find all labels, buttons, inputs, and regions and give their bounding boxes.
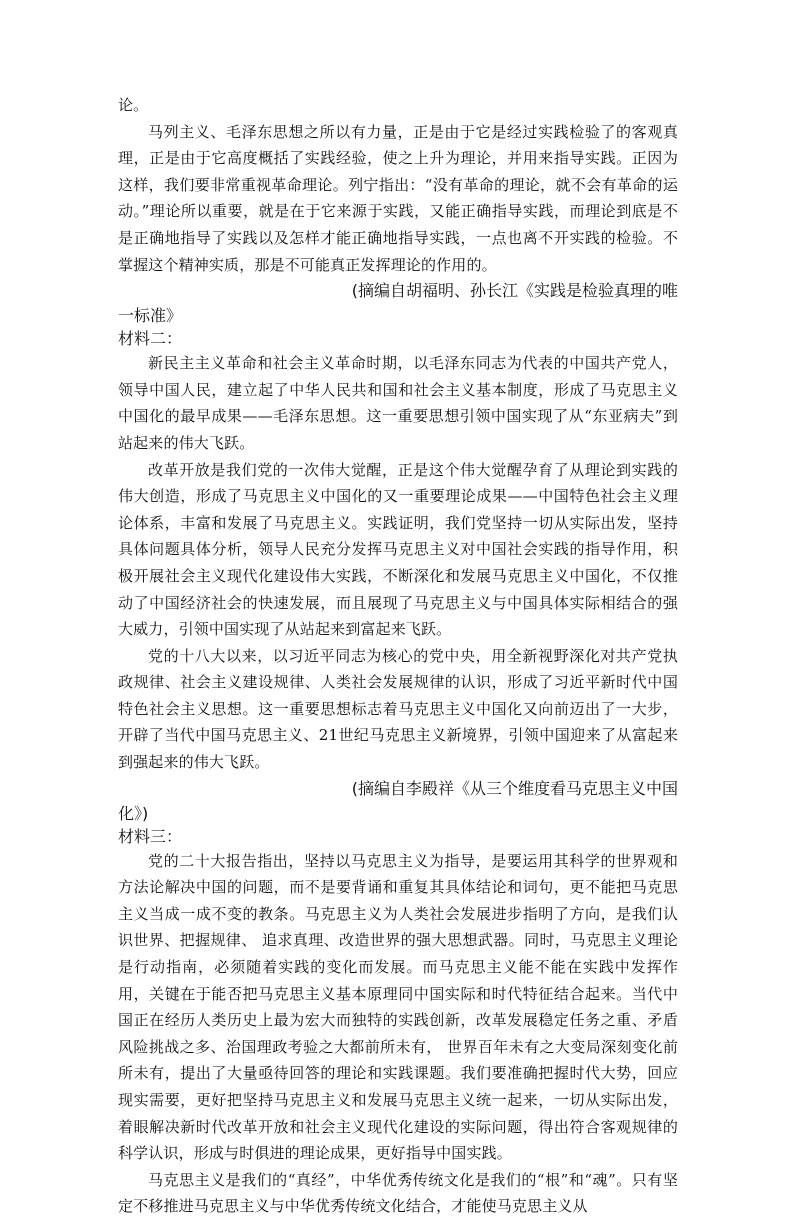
source-citation-2-tail: 化》) <box>118 803 149 823</box>
material3-heading: 材料三： <box>118 826 183 846</box>
material3-paragraph-2: 马克思主义是我们的“真经”，中华优秀传统文化是我们的“根”和“魂”。只有坚定不移推进马克思主义与中华优秀传统文化结合，才能使马克思主义从 <box>118 1170 678 1216</box>
source-citation-1-tail: 一标准》 <box>118 306 183 326</box>
source-citation-1: (摘编自胡福明、孙长江《实践是检验真理的唯 <box>351 281 678 301</box>
material2-paragraph-3: 党的十八大以来，以习近平同志为核心的党中央，用全新视野深化对共产党执政规律、社会主义建设规律、人类社会发展规律的认识，形成了习近平新时代中国特色社会主义思想。这一重要思想标志着马克思主义中国化又向前迈出了一大步，开辟了当代中国马克思主义、21世纪马克思主义新境界，引领中国迎来了从富起来到强起来的伟大飞跃。 <box>118 646 678 772</box>
document-page <box>118 92 678 1220</box>
source-citation-2: (摘编自李殿祥《从三个维度看马克思主义中国 <box>351 778 678 798</box>
material2-paragraph-1: 新民主主义革命和社会主义革命时期，以毛泽东同志为代表的中国共产党人，领导中国人民，建立起了中华人民共和国和社会主义基本制度，形成了马克思主义中国化的最早成果——毛泽东思想。这一重要思想引领中国实现了从“东亚病夫”到站起来的伟大飞跃。 <box>118 354 678 452</box>
material1-paragraph: 马列主义、毛泽东思想之所以有力量，正是由于它是经过实践检验了的客观真理，正是由于它高度概括了实践经验，使之上升为理论，并用来指导实践。正因为这样，我们要非常重视革命理论。列宁指出：“没有革命的理论，就不会有革命的运动。”理论所以重要，就是在于它来源于实践，又能正确指导实践，而理论到底是不是正确地指导了实践以及怎样才能正确地指导实践，一点也离不开实践的检验。不掌握这个精神实质，那是不可能真正发挥理论的作用的。 <box>118 122 678 274</box>
material2-heading: 材料二： <box>118 329 183 349</box>
opening-fragment: 论。 <box>118 96 149 114</box>
material3-paragraph-1: 党的二十大报告指出，坚持以马克思主义为指导，是要运用其科学的世界观和方法论解决中国的问题，而不是要背诵和重复其具体结论和词句，更不能把马克思主义当成一成不变的教条。马克思主义为人类社会发展进步指明了方向，是我们认识世界、把握规律、 追求真理、改造世界的强大思想武器。同时，马克思主义理论是行动指南，必须随着实践的变化而发展。而马克思主义能不能在实践中发挥作用，关键在于能否把马克思主义基本原理同中国实际和时代特征结合起来。当代中国正在经历人类历史上最为宏大而独特的实践创新，改革发展稳定任务之重、矛盾风险挑战之多、治国理政考验之大都前所未有， 世界百年未有之大变局深刻变化前所未有，提出了大量亟待回答的理论和实践课题。我们要准确把握时代大势，回应现实需要，更好把坚持马克思主义和发展马克思主义统一起来，一切从实际出发，着眼解决新时代改革开放和社会主义现代化建设的实际问题，得出符合客观规律的科学认识，形成与时俱进的理论成果，更好指导中国实践。 <box>118 851 678 1163</box>
material2-paragraph-2: 改革开放是我们党的一次伟大觉醒，正是这个伟大觉醒孕育了从理论到实践的伟大创造，形成了马克思主义中国化的又一重要理论成果——中国特色社会主义理论体系，丰富和发展了马克思主义。实践证明，我们党坚持一切从实际出发，坚持具体问题具体分析，领导人民充分发挥马克思主义对中国社会实践的指导作用，积极开展社会主义现代化建设伟大实践，不断深化和发展马克思主义中国化，不仅推动了中国经济社会的快速发展，而且展现了马克思主义与中国具体实际相结合的强大威力，引领中国实现了从站起来到富起来飞跃。 <box>118 460 678 639</box>
